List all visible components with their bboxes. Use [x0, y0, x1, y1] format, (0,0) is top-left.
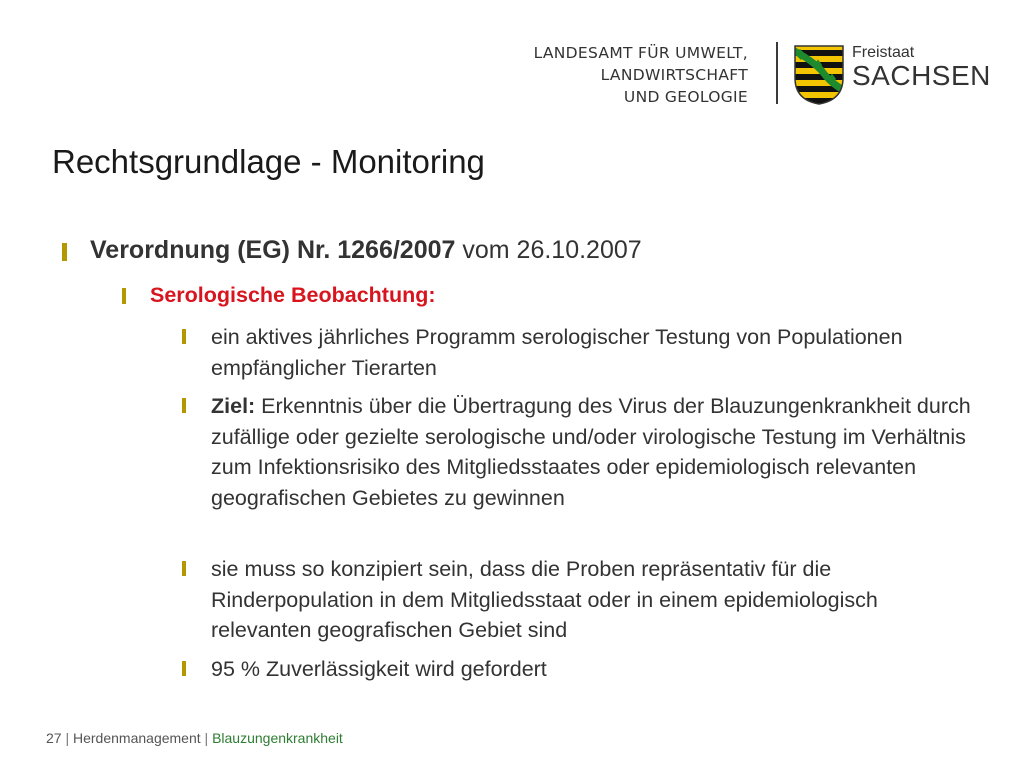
- org-line-3: UND GEOLOGIE: [623, 88, 748, 106]
- footer-separator: |: [65, 730, 70, 746]
- page-number: 27: [46, 730, 62, 746]
- list-item: [211, 554, 971, 646]
- state-line-2: SACHSEN: [852, 60, 991, 91]
- bullet-marker: [182, 561, 186, 576]
- bullet-marker: [182, 329, 186, 344]
- list-item: [211, 391, 971, 513]
- bullet-marker: [182, 661, 186, 676]
- list-item-text: ein aktives jährliches Programm serologischer Testung von Populationen empfänglicher Tierarten: [211, 325, 903, 380]
- saxony-coat-of-arms-icon: [793, 44, 845, 106]
- list-item-lead: Ziel:: [211, 394, 256, 418]
- regulation-number: Verordnung (EG) Nr. 1266/2007: [90, 236, 456, 264]
- state-name: [852, 42, 991, 90]
- organization-name: [534, 42, 748, 108]
- logo-divider: [776, 42, 778, 104]
- list-item-text: 95 % Zuverlässigkeit wird gefordert: [211, 657, 547, 681]
- footer-section: Blauzungenkrankheit: [212, 730, 343, 746]
- header-logo: [533, 42, 1000, 106]
- regulation-text: [90, 236, 642, 265]
- footer-course: Herdenmanagement: [73, 730, 201, 746]
- list-item: [211, 322, 971, 383]
- list-item: [211, 654, 971, 685]
- list-item-text: Erkenntnis über die Übertragung des Virus der Blauzungenkrankheit durch zufällige oder gezielte serologische und/oder virologische Testung im Verhältnis zum Infektionsrisiko des Mitgliedsstaates oder epidemiologisch relevanten geografischen Gebietes zu gewinnen: [211, 394, 971, 510]
- bullet-marker: [122, 288, 126, 304]
- serology-heading: Serologische Beobachtung:: [150, 283, 436, 307]
- slide-title: Rechtsgrundlage - Monitoring: [52, 143, 485, 180]
- bullet-marker: [62, 243, 67, 261]
- org-line-2: LANDWIRTSCHAFT: [600, 66, 748, 84]
- state-line-1: Freistaat: [852, 44, 915, 61]
- regulation-date: vom 26.10.2007: [455, 236, 642, 264]
- footer-separator: |: [204, 730, 209, 746]
- slide-footer: [46, 730, 343, 746]
- org-line-1: LANDESAMT FÜR UMWELT,: [533, 44, 748, 62]
- list-item-text: sie muss so konzipiert sein, dass die Proben repräsentativ für die Rinderpopulation in dem Mitgliedsstaat oder in einem epidemiologisch relevanten geografischen Gebiet sind: [211, 557, 878, 642]
- bullet-marker: [182, 398, 186, 413]
